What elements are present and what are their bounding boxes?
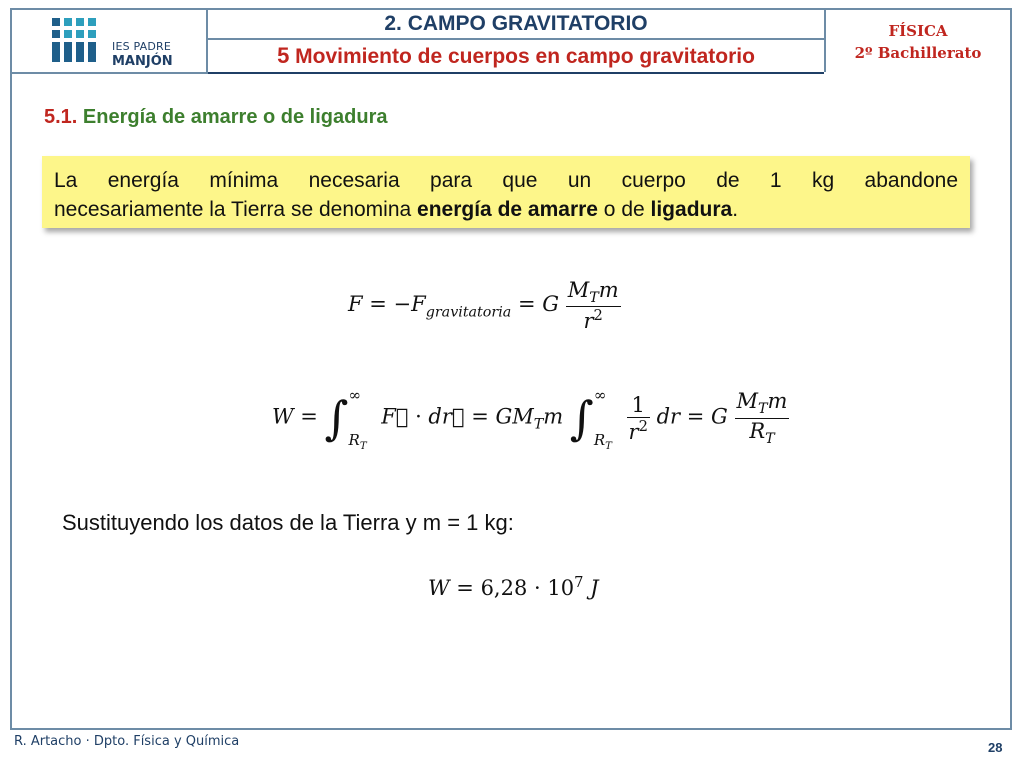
lesson-title-text: Movimiento de cuerpos en campo gravitatorio bbox=[295, 45, 755, 68]
substitution-text: Sustituyendo los datos de la Tierra y m = 1 kg: bbox=[62, 510, 514, 535]
subject-level: 2º Bachillerato bbox=[854, 44, 982, 62]
footer-author: R. Artacho · Dpto. Física y Química bbox=[14, 734, 240, 749]
school-logo-icon bbox=[52, 18, 106, 62]
subject-name: FÍSICA bbox=[888, 22, 948, 40]
header-title-box bbox=[208, 10, 824, 74]
definition-term-amarre: energía de amarre bbox=[417, 198, 598, 221]
result-equation: $W = 6,28 \cdot 10^7$ J bbox=[428, 574, 599, 600]
definition-line2-start: necesariamente la Tierra se denomina bbox=[54, 198, 418, 221]
definition-connector: o de bbox=[597, 198, 651, 221]
work-equation: W = ∫ ∞ $R_T$ F⃗ · dr⃗ = $GM_Tm$ ∫ ∞ $R_T$ $\frac{1}{r^2}$ dr = G $\frac{M_Tm}{R_T}$ bbox=[272, 386, 788, 452]
subject-box bbox=[824, 10, 1010, 72]
page-number: 28 bbox=[988, 740, 1003, 755]
logo-text-line1: IES PADRE bbox=[112, 40, 171, 53]
chapter-title: 2. CAMPO GRAVITATORIO bbox=[208, 10, 824, 40]
result-value: 6,28 bbox=[480, 576, 528, 600]
lesson-number: 5 bbox=[277, 43, 290, 68]
definition-term-ligadura: ligadura bbox=[650, 198, 733, 221]
section-number: 5.1. bbox=[44, 106, 78, 128]
force-equation: $F = -F_{gravitatoria} = G$ $\frac{M_Tm}{r^2}$ bbox=[348, 278, 619, 334]
lesson-title bbox=[208, 40, 824, 74]
definition-end: . bbox=[732, 198, 739, 221]
definition-line1: La energía mínima necesaria para que un cuerpo de 1 kg abandone bbox=[54, 169, 958, 192]
logo-box bbox=[12, 10, 208, 74]
section-heading bbox=[44, 106, 387, 129]
result-exponent: 7 bbox=[574, 574, 584, 591]
definition-box bbox=[42, 156, 970, 228]
logo-text-line2: MANJÓN bbox=[112, 54, 173, 69]
section-title: Energía de amarre o de ligadura bbox=[82, 106, 388, 128]
result-unit: J bbox=[590, 576, 599, 600]
